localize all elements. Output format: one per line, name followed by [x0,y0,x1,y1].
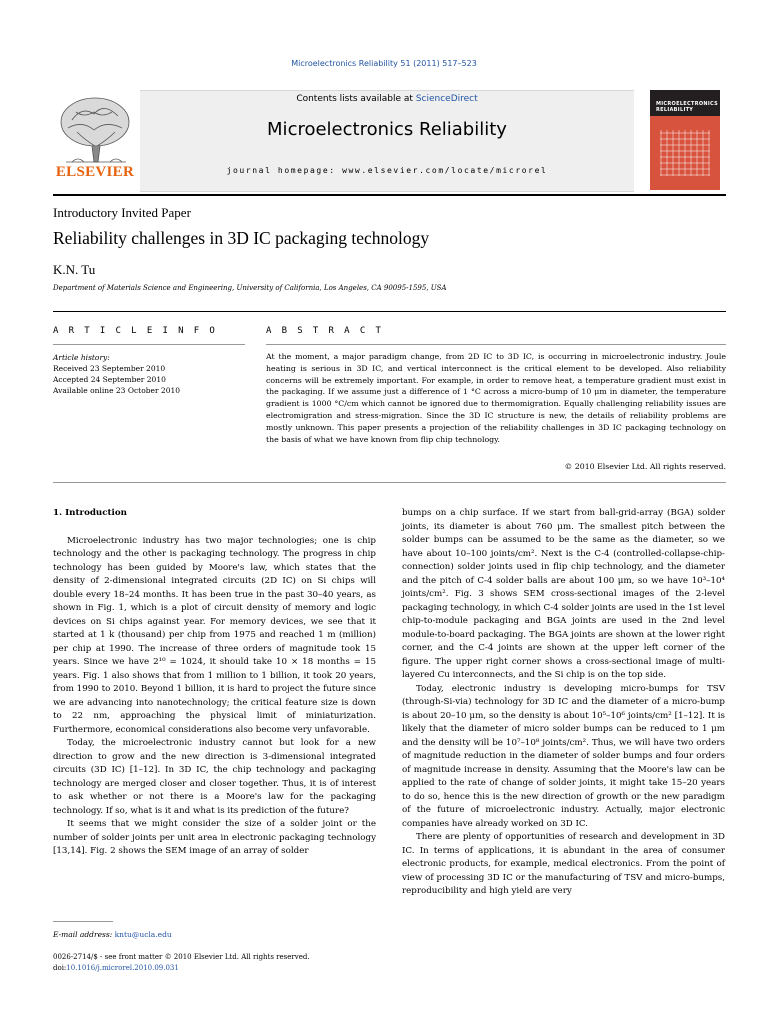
article-history [53,352,180,396]
body-left-column [53,507,376,859]
paragraph: There are plenty of opportunities of research and development in 3D IC. In terms of applications, it is abundant in the area of consumer electronic products, for example, medical electronics. From the point of view of processing 3D IC or the manufacturing of TSV and micro-bumps, reproducibility and high yield are very [402,832,725,896]
journal-header-band [140,90,634,192]
cover-title: MICROELECTRONICS RELIABILITY [656,101,719,113]
paragraph: Today, electronic industry is developing micro-bumps for TSV (through-Si-via) technology for 3D IC and the diameter of a micro-bump is about 20–10 μm, so the density is about 10⁵–10⁶ joints/cm² [1–12]. It is likely that the diameter of micro solder bumps can be reduced to 1 μm and the density will be 10⁷–10⁸ joints/cm². Thus, we will have two orders of magnitude reduction in the diameter of solder bumps and four orders of magnitude increase in density. Assuming that the Moore's law can be applied to the rate of change of solder joints, it might take 15–20 years to do so, hence this is the new direction of growth or the new paradigm of the future of microelectronic industry. Actually, major electronic companies have already worked on 3D IC. [402,683,725,829]
abstract-bottom-rule [53,482,726,483]
paragraph: Today, the microelectronic industry cannot but look for a new direction to grow and the new direction is 3-dimensional integrated circuits (3D IC) [1–12]. In 3D IC, the chip technology and packaging technology are merged closer and closer together. Thus, it is of interest to ask whether or not there is a Moore's law for the packaging technology. If so, what is it and what is its prediction of the future? [53,738,376,816]
journal-citation[interactable]: Microelectronics Reliability 51 (2011) 517–523 [291,59,477,68]
abstract-rule [266,344,726,345]
doi-prefix: doi: [53,964,67,972]
email-label: E-mail address: [53,930,113,939]
issn-doi-block [53,952,310,974]
author-affiliation: Department of Materials Science and Engineering, University of California, Los Angeles, CA 90095-1595, USA [53,284,447,292]
cover-pattern [660,130,710,176]
paragraph: bumps on a chip surface. If we start from ball-grid-array (BGA) solder joints, its diameter is about 760 μm. The smallest pitch between the solder bumps can be assumed to be the same as the diameter, so we have about 10–100 joints/cm². Next is the C-4 (controlled-collapse-chip-connection) solder joints used in flip chip technology, and the diameter and the pitch of C-4 solder balls are about 100 μm, so we have 10³–10⁴ joints/cm². Fig. 3 shows SEM cross-sectional images of the 2-level packaging technology, in which C-4 solder joints are used in the 1st level chip-to-module packaging and BGA joints are used in the 2nd level module-to-board packaging. The BGA joints are shown at the lower right corner, and the C-4 joints are shown at the upper left corner of the figure. The upper right corner shows a cross-sectional image of multi-layered Cu interconnects, and the Si chip is on the top side. [402,508,725,680]
section-title: 1. Introduction [53,508,127,518]
author-email-link[interactable]: kntu@ucla.edu [114,930,172,939]
author-name: K.N. Tu [53,262,96,277]
paper-type: Introductory Invited Paper [53,205,191,220]
abstract-heading: A B S T R A C T [266,326,384,336]
abstract-copyright: © 2010 Elsevier Ltd. All rights reserved. [564,462,726,471]
issn-line: 0026-2714/$ - see front matter © 2010 Elsevier Ltd. All rights reserved. [53,953,310,961]
cover-title-band [650,90,720,116]
abstract-text: At the moment, a major paradigm change, from 2D IC to 3D IC, is occurring in microelectronic industry. Joule heating is serious in 3D IC, and vertical interconnect is the critical element to be developed. Also reliability concerns will be extremely important. For example, in order to remove heat, a temperature gradient must exist in the packaging. If we assume just a difference of 1 °C across a micro-bump of 10 μm in diameter, the temperature gradient is 1000 °C/cm which cannot be ignored due to thermomigration. Equally challenging reliability issues are electromigration and stress-migration. Since the 3D IC structure is new, the details of reliability problems are mostly unknown. This paper presents a projection of the reliability challenges in 3D IC packaging technology on the basis of what we have known from flip chip technology. [266,352,726,444]
header-rule [53,194,726,196]
article-info-rule [53,344,245,345]
title-rule [53,311,726,312]
paragraph: Microelectronic industry has two major technologies; one is chip technology and the other is packaging technology. The progress in chip technology has been guided by Moore's law, which states that the density of 2-dimensional integrated circuits (2D IC) on Si chips will double every 18–24 months. It has been true in the past 30–40 years, as shown in Fig. 1, which is a plot of circuit density of memory and logic devices on Si chips against year. For memory devices, we see that it started at 1 k (thousand) per chip from 1975 and reached 1 m (million) per chip at 1990. The increase of three orders of magnitude took 15 years. Since we have 2¹⁰ = 1024, it should take 10 × 18 months = 15 years. Fig. 1 also shows that from 1 million to 1 billion, it took 20 years, from 1990 to 2010. Beyond 1 billion, it is hard to project the future since we are advancing into nanotechnology; the critical feature size is down to 22 nm, approaching the physical limit of miniaturization. Furthermore, economical considerations also become very unfavorable. [53,535,376,735]
sciencedirect-link[interactable]: ScienceDirect [415,94,478,104]
paragraph: It seems that we might consider the size of a solder joint or the number of solder joints per unit area in electronic packaging technology [13,14]. Fig. 2 shows the SEM image of an array of solder [53,819,376,856]
doi-link[interactable]: 10.1016/j.microrel.2010.09.031 [66,964,179,972]
journal-homepage[interactable]: journal homepage: www.elsevier.com/locate/microrel [226,166,548,175]
journal-title: Microelectronics Reliability [267,119,507,140]
received-date: Received 23 September 2010 [53,364,166,373]
paper-title: Reliability challenges in 3D IC packaging technology [53,228,430,248]
email-footnote [53,930,172,939]
article-info-heading: A R T I C L E I N F O [53,326,218,336]
body-right-column [402,507,725,899]
contents-line [140,94,634,104]
journal-cover-thumbnail[interactable] [650,90,720,190]
footnote-rule [53,921,113,922]
elsevier-wordmark: ELSEVIER [55,164,135,180]
accepted-date: Accepted 24 September 2010 [53,375,166,384]
contents-prefix: Contents lists available at [296,94,416,104]
doi-line [53,963,310,974]
history-label: Article history: [53,353,110,362]
online-date: Available online 23 October 2010 [53,386,181,395]
